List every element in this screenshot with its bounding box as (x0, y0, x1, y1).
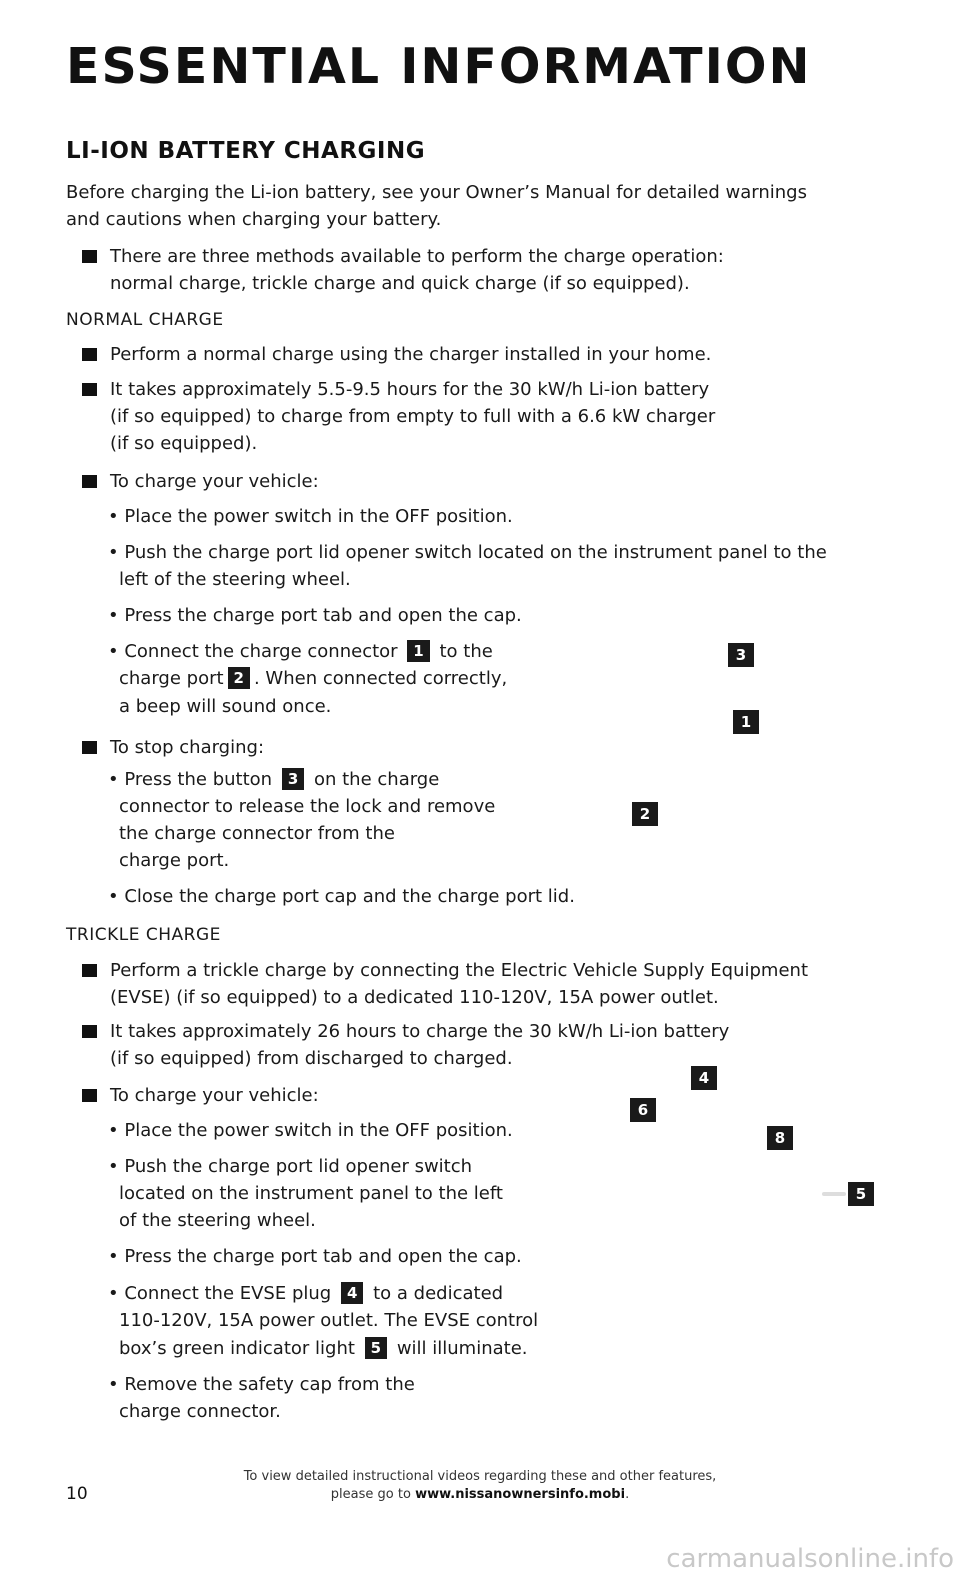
trickle-step-4-line-2: 110-120V, 15A power outlet. The EVSE control (119, 1310, 539, 1331)
page-number: 10 (66, 1484, 88, 1504)
methods-line-1: There are three methods available to perform the charge operation: (110, 246, 724, 267)
figure-callout-3: 3 (728, 643, 754, 667)
trickle-step-1: • Place the power switch in the OFF position. (108, 1120, 513, 1141)
trickle-bullet-1-line-2: (EVSE) (if so equipped) to a dedicated 110-120V, 15A power outlet. (110, 987, 719, 1008)
normal-step-2-line-2: left of the steering wheel. (119, 569, 351, 590)
text: charge port (119, 668, 224, 689)
callout-badge: 1 (407, 640, 429, 662)
text: to a dedicated (373, 1283, 504, 1304)
bullet-square-icon (82, 1025, 97, 1038)
text: to the (439, 641, 493, 662)
text: will illuminate. (396, 1338, 528, 1359)
figure-callout-5: 5 (848, 1182, 874, 1206)
normal-step-5-line-3: the charge connector from the (119, 823, 395, 844)
trickle-step-5-line-2: charge connector. (119, 1401, 281, 1422)
normal-step-5-line-2: connector to release the lock and remove (119, 796, 496, 817)
callout-badge: 2 (228, 667, 250, 689)
text: on the charge (313, 769, 440, 790)
methods-line-2: normal charge, trickle charge and quick charge (if so equipped). (110, 273, 690, 294)
intro-line-2: and cautions when charging your battery. (66, 209, 442, 230)
text: . When connected correctly, (253, 668, 508, 689)
trickle-step-4-line-1 (108, 1280, 503, 1307)
footer-link[interactable]: www.nissanownersinfo.mobi (415, 1487, 626, 1502)
trickle-charge-heading: TRICKLE CHARGE (66, 925, 221, 945)
trickle-step-3: • Press the charge port tab and open the cap. (108, 1246, 522, 1267)
normal-step-5-line-1 (108, 766, 439, 793)
text: please go to (330, 1487, 416, 1502)
callout-badge: 5 (365, 1337, 387, 1359)
normal-step-4-line-1 (108, 638, 493, 665)
section-title: LI-ION BATTERY CHARGING (66, 138, 426, 164)
intro-line-1: Before charging the Li-ion battery, see your Owner’s Manual for detailed warnings (66, 182, 807, 203)
trickle-step-5-line-1: • Remove the safety cap from the (108, 1374, 415, 1395)
trickle-bullet-1-line-1: Perform a trickle charge by connecting the Electric Vehicle Supply Equipment (110, 960, 809, 981)
figure-callout-4: 4 (691, 1066, 717, 1090)
trickle-bullet-2-line-2: (if so equipped) from discharged to charged. (110, 1048, 513, 1069)
normal-bullet-1: Perform a normal charge using the charger installed in your home. (110, 344, 712, 365)
normal-step-6: • Close the charge port cap and the charge port lid. (108, 886, 575, 907)
normal-step-4-line-3: a beep will sound once. (119, 696, 332, 717)
text: • Connect the EVSE plug (108, 1283, 332, 1304)
normal-bullet-2-line-3: (if so equipped). (110, 433, 258, 454)
bullet-square-icon (82, 964, 97, 977)
text: • Press the button (108, 769, 273, 790)
figure-callout-8: 8 (767, 1126, 793, 1150)
footer-line-2 (0, 1486, 960, 1504)
normal-charge-heading: NORMAL CHARGE (66, 310, 224, 330)
normal-step-4-line-2 (119, 665, 507, 692)
trickle-step-2-line-2: located on the instrument panel to the left (119, 1183, 503, 1204)
normal-bullet-3: To charge your vehicle: (110, 471, 319, 492)
bullet-square-icon (82, 475, 97, 488)
figure-callout-2: 2 (632, 802, 658, 826)
callout-badge: 4 (341, 1282, 363, 1304)
trickle-step-4-line-3 (119, 1335, 528, 1362)
bullet-square-icon (82, 250, 97, 263)
text: . (625, 1487, 630, 1502)
normal-step-2-line-1: • Push the charge port lid opener switch located on the instrument panel to the (108, 542, 827, 563)
text: • Connect the charge connector (108, 641, 398, 662)
footer-line-1: To view detailed instructional videos regarding these and other features, (243, 1469, 717, 1484)
bullet-square-icon (82, 383, 97, 396)
bullet-square-icon (82, 1089, 97, 1102)
normal-bullet-2-line-1: It takes approximately 5.5-9.5 hours for the 30 kW/h Li-ion battery (110, 379, 710, 400)
bullet-square-icon (82, 348, 97, 361)
normal-step-5-line-4: charge port. (119, 850, 230, 871)
text: box’s green indicator light (119, 1338, 355, 1359)
figure-callout-1: 1 (733, 710, 759, 734)
trickle-bullet-2-line-1: It takes approximately 26 hours to charge the 30 kW/h Li-ion battery (110, 1021, 730, 1042)
figure-callout-6: 6 (630, 1098, 656, 1122)
bullet-square-icon (82, 741, 97, 754)
trickle-bullet-3: To charge your vehicle: (110, 1085, 319, 1106)
trickle-step-2-line-1: • Push the charge port lid opener switch (108, 1156, 473, 1177)
normal-step-3: • Press the charge port tab and open the cap. (108, 605, 522, 626)
normal-step-1: • Place the power switch in the OFF position. (108, 506, 513, 527)
normal-bullet-4: To stop charging: (110, 737, 265, 758)
normal-bullet-2-line-2: (if so equipped) to charge from empty to full with a 6.6 kW charger (110, 406, 716, 427)
page-title: ESSENTIAL INFORMATION (66, 38, 812, 95)
trickle-step-2-line-3: of the steering wheel. (119, 1210, 316, 1231)
callout-badge: 3 (282, 768, 304, 790)
watermark: carmanualsonline.info (666, 1544, 954, 1574)
indicator-leader-line (822, 1192, 846, 1196)
